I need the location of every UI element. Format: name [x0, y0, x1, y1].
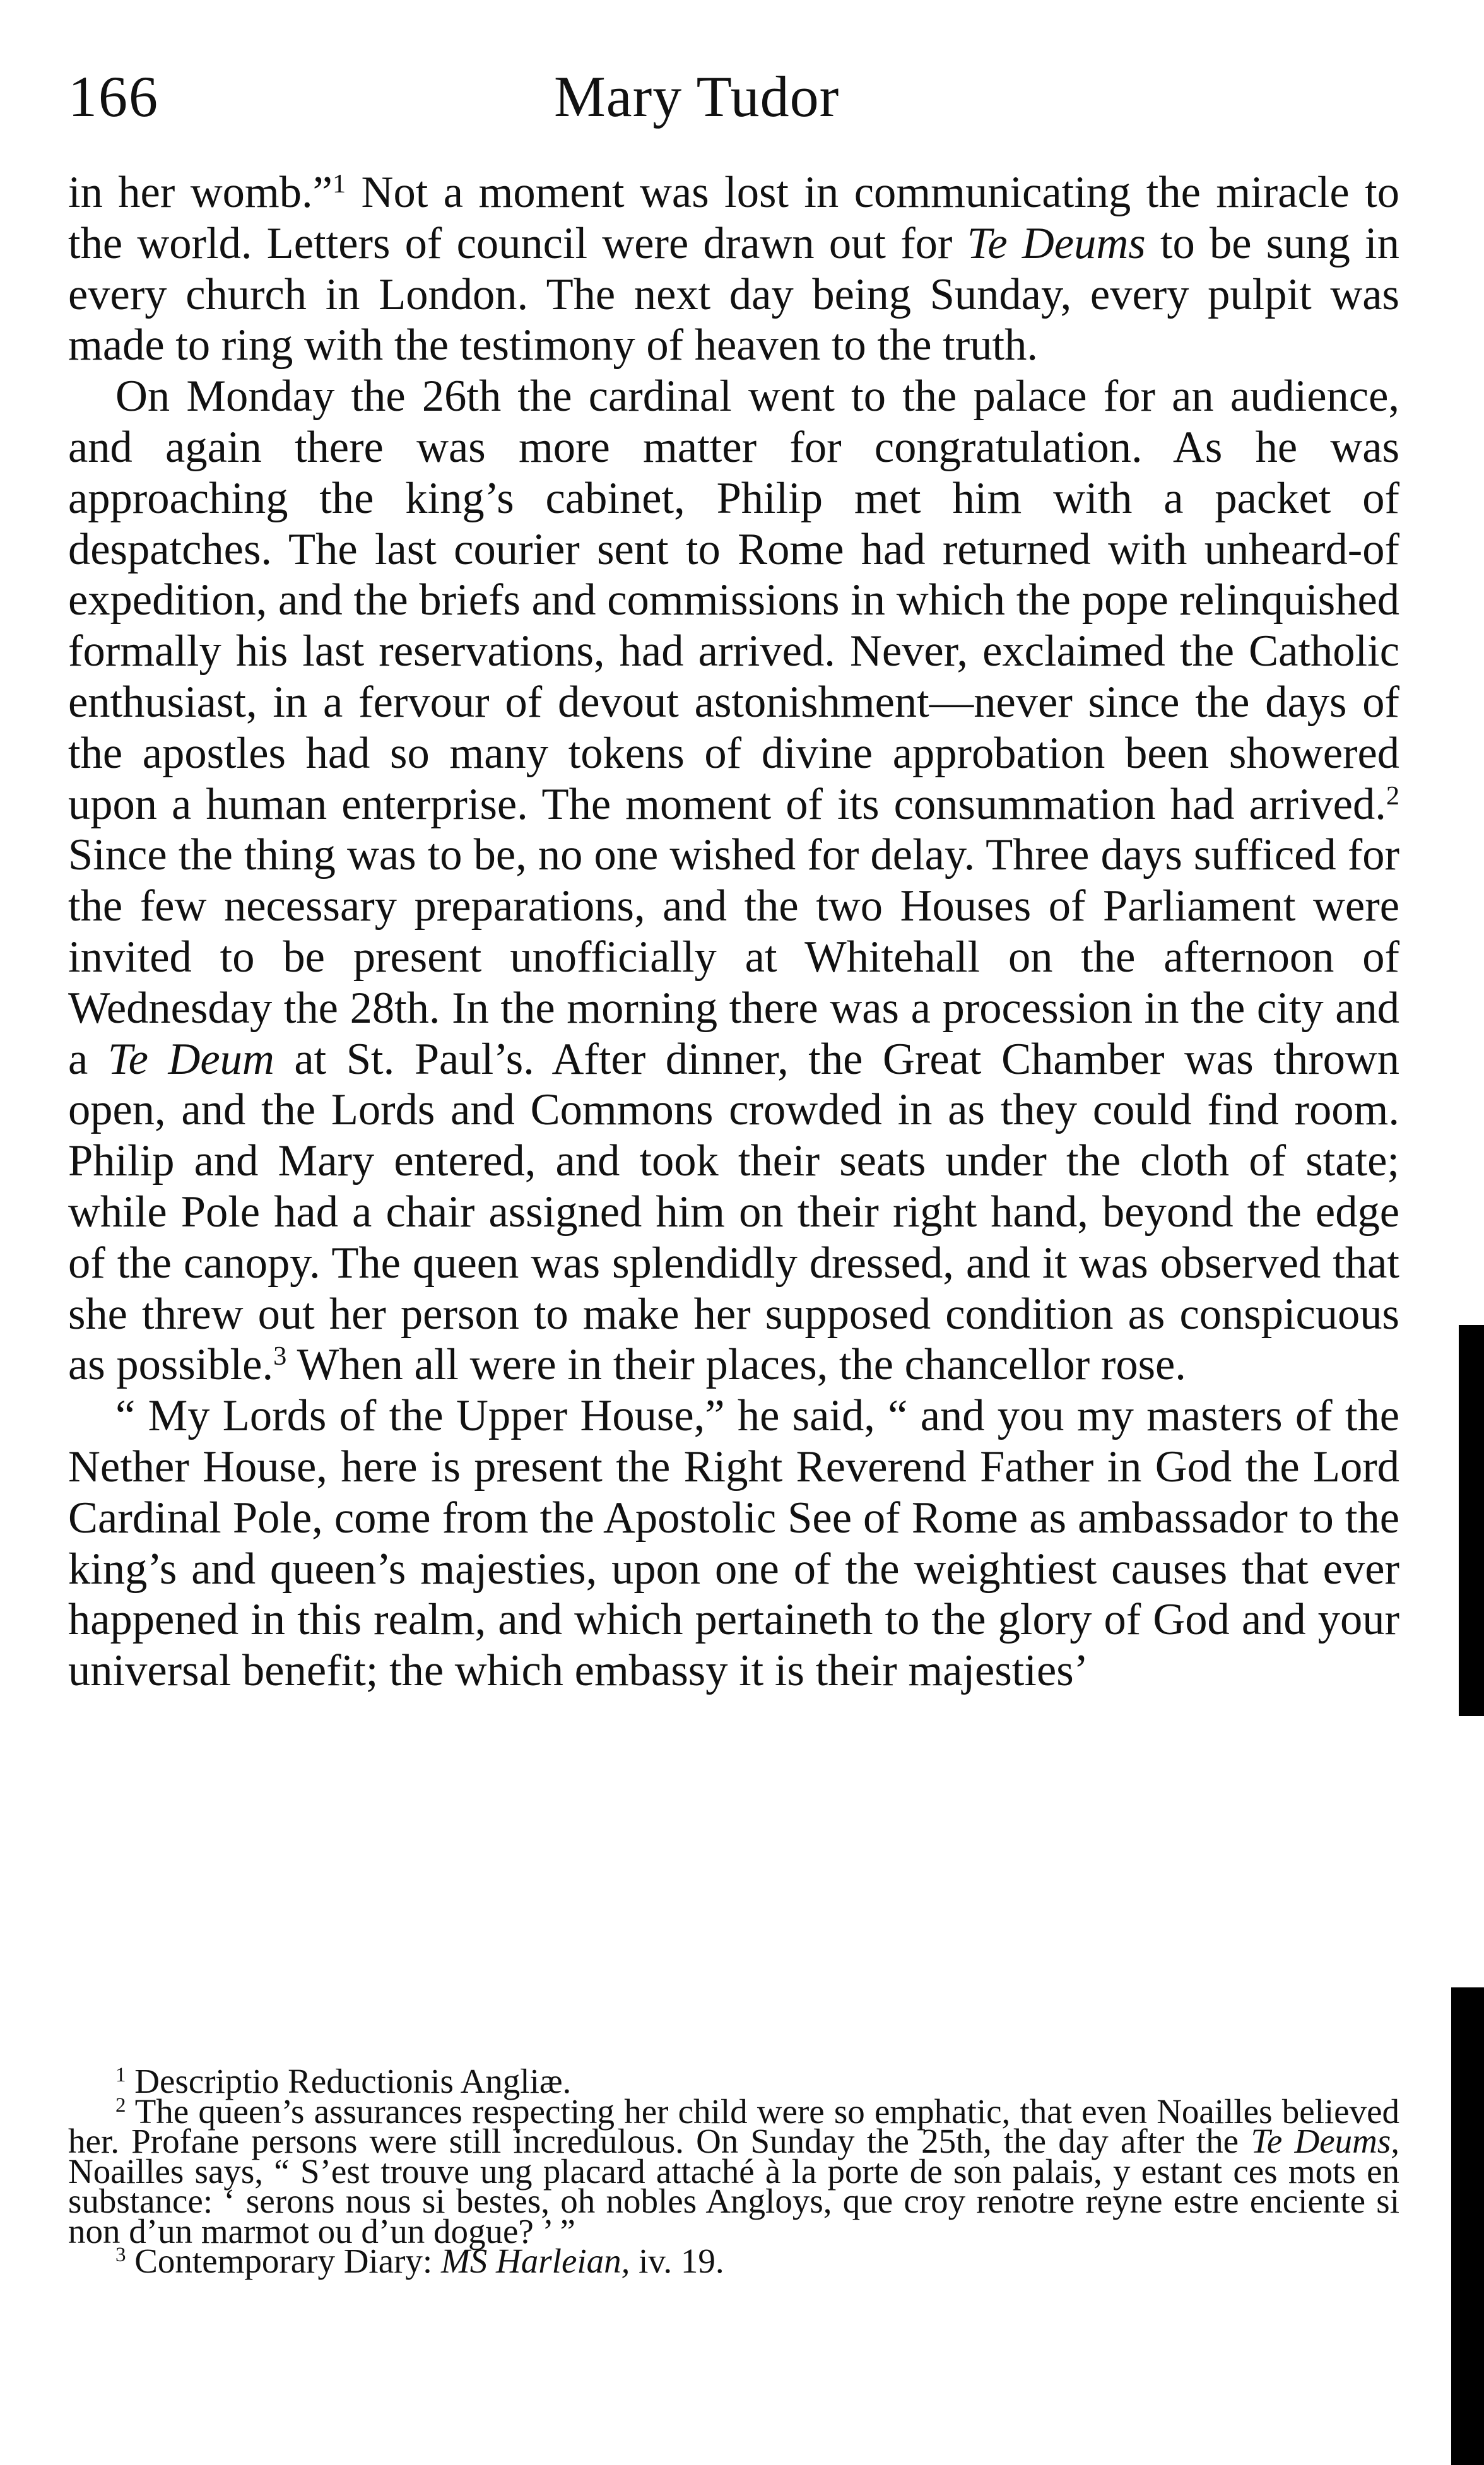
footnote-2-number: 2 [115, 2093, 126, 2117]
paragraph-3 [68, 1391, 1399, 1697]
footnote-1-text: Descriptio Reductionis Angliæ. [126, 2062, 572, 2100]
footnote-3-text-b: iv. 19. [630, 2242, 724, 2280]
paragraph-1 [68, 167, 1399, 371]
page-header [68, 63, 1406, 139]
paragraph-3-text-a: “ My Lords of the Upper House,” he said, “ and you my masters of the Nether House, here is present the Right Reverend Father in God the Lord Cardinal Pole, come from the Apostolic See of Rome as ambassador to the king’s and queen’s majesties, upon one of the weightiest causes that ever happened in this realm, and which pertaineth to the glory of God and your universal benefit; the which embassy it is their majesties’ [68, 1391, 1399, 1696]
footnote-1-number: 1 [115, 2063, 126, 2086]
paragraph-1-text-a: in her womb.” [68, 168, 333, 217]
footnote-2-text-b: Noailles says, “ S’est trouve ung placard attaché à la porte de son palais, y estant ces mots en substance: ‘ serons nous si bestes, oh nobles Angloys, que croy renotre reyne estre enciente si non d’un marmot ou d’un dogue? ’ ” [68, 2151, 1399, 2250]
footnote-2 [68, 2091, 1399, 2250]
paragraph-2-text-a: On Monday the 26th the cardinal went to the palace for an audience, and again there was more matter for congratulation. As he was approaching the king’s cabinet, Philip met him with a packet of despatches. The last courier sent to Rome had returned with unheard-of expedition, and the briefs and commissions in which the pope relinquished formally his last reservations, had arrived. Never, exclaimed the Catholic enthusiast, in a fervour of devout astonishment—never since the days of the apostles had so many tokens of divine approbation been showered upon a human enterprise. The moment of its consummation had arrived. [68, 372, 1399, 829]
footnote-ref-1: 1 [332, 168, 346, 199]
footnote-3-number: 3 [115, 2243, 126, 2266]
footnote-ref-3: 3 [273, 1341, 287, 1372]
scan-edge-upper [1459, 1325, 1484, 1716]
footnotes [68, 2062, 1399, 2280]
paragraph-1-italic-te-deums: Te Deums [967, 218, 1146, 268]
body-text [68, 167, 1399, 1697]
running-title: Mary Tudor [554, 64, 840, 129]
paragraph-2-italic-te-deum: Te Deum [107, 1034, 274, 1084]
footnote-3-italic-ms-harleian: MS Harleian, [440, 2242, 630, 2280]
footnote-3 [68, 2242, 1399, 2280]
paragraph-1-text-c: to be sung in every church in London. The next day being Sunday, every pulpit was made to ring with the testimony of heaven to the truth. [68, 218, 1399, 370]
footnote-3-text-a: Contemporary Diary: [126, 2242, 441, 2280]
paragraph-2-text-b: Since the thing was to be, no one wished for delay. Three days sufficed for the few necessary preparations, and the two Houses of Parliament were invited to be present unofficially at Whitehall on the afternoon of Wednesday the 28th. In the morning there was a procession in the city and a [68, 830, 1399, 1084]
paragraph-2-text-d: When all were in their places, the chancellor rose. [286, 1340, 1186, 1390]
footnote-2-italic-te-deums: Te Deums, [1251, 2122, 1399, 2160]
footnote-ref-2: 2 [1386, 780, 1399, 811]
footnote-2-text-a: The queen’s assurances respecting her child were so emphatic, that even Noailles believed her. Profane persons were still incredulous. On Sunday the 25th, the day after the [68, 2091, 1399, 2160]
scan-edge-lower [1451, 1987, 1484, 2465]
paragraph-1-text-b: Not a moment was lost in communicating the miracle to the world. Letters of council were drawn out for [68, 168, 1399, 268]
paragraph-2-text-c: at St. Paul’s. After dinner, the Great Chamber was thrown open, and the Lords and Commons crowded in as they could find room. Philip and Mary entered, and took their seats under the cloth of state; while Pole had a chair assigned him on their right hand, beyond the edge of the canopy. The queen was splendidly dressed, and it was observed that she threw out her person to make her supposed condition as conspicuous as possible. [68, 1034, 1399, 1390]
paragraph-2 [68, 371, 1399, 1391]
page-number: 166 [68, 64, 159, 129]
